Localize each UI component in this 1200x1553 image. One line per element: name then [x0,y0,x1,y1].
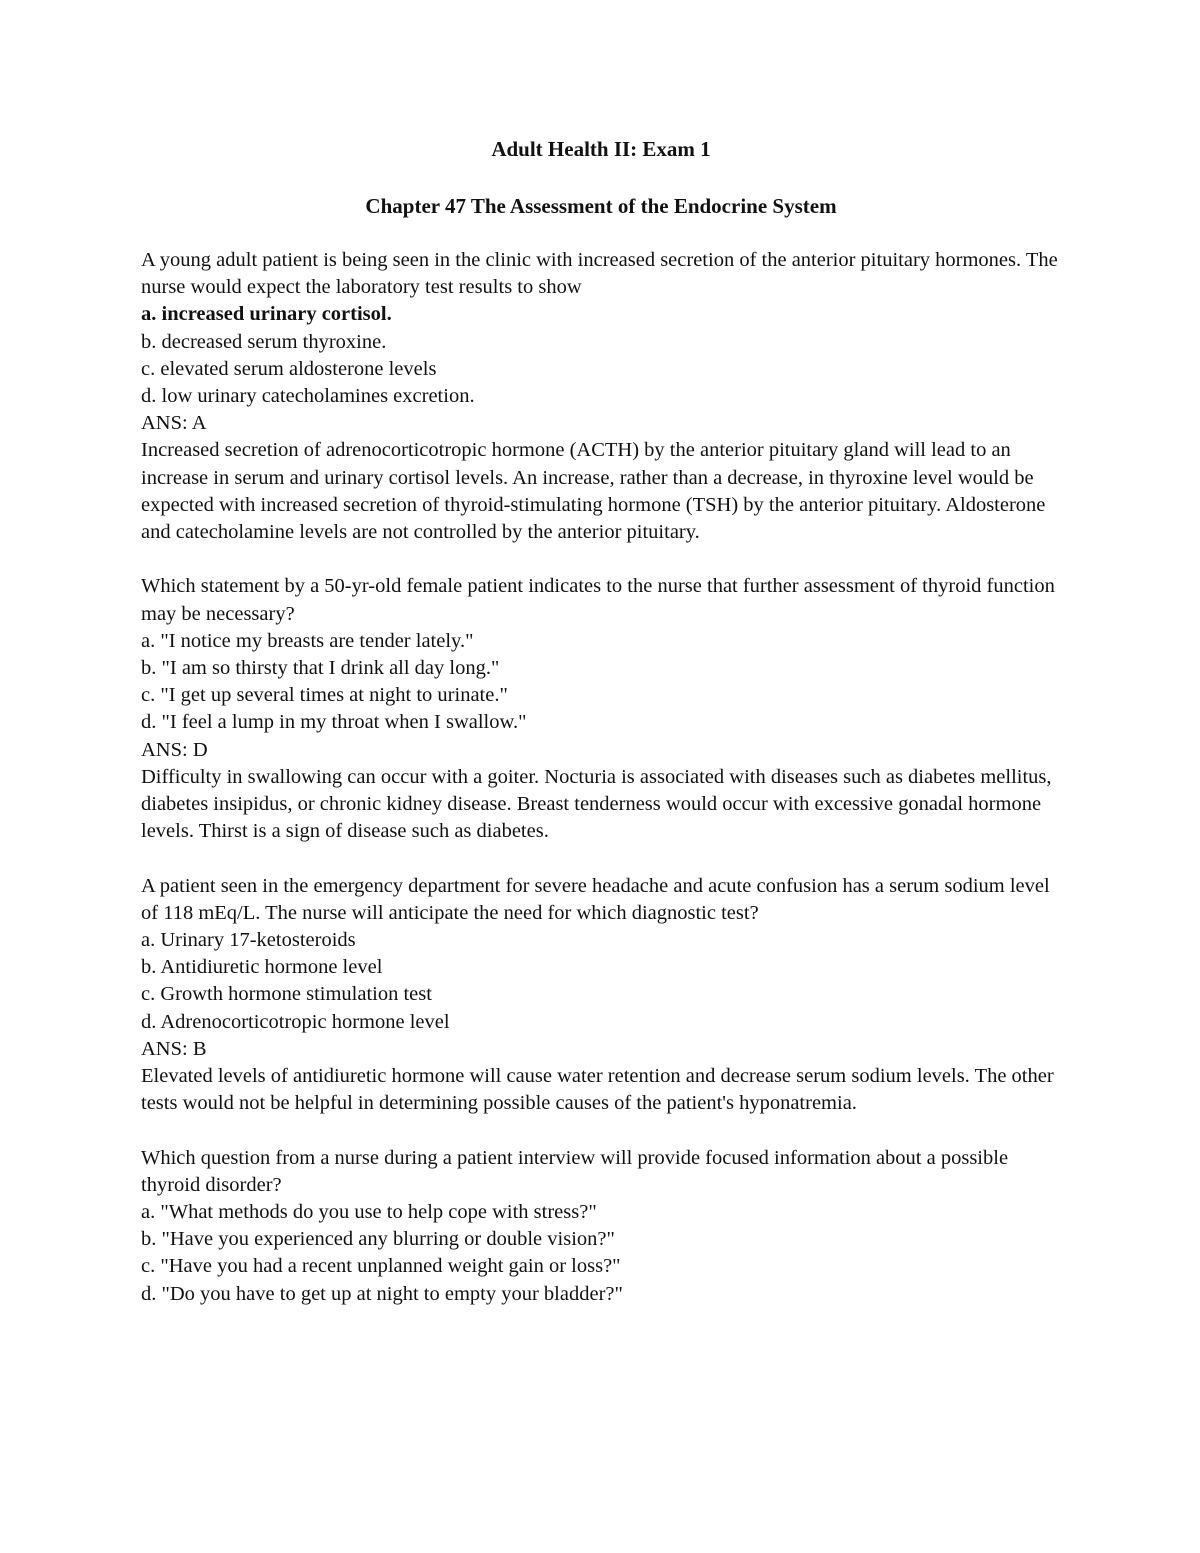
chapter-heading: Chapter 47 The Assessment of the Endocrine System [365,194,837,218]
answer-option-a: a. "I notice my breasts are tender lately." [141,629,474,652]
question-stem: A patient seen in the emergency department for severe headache and acute confusion has a serum sodium level of 118 mEq/L. The nurse will anticipate the need for which diagnostic test? [141,874,1050,924]
answer-key: ANS: D [141,738,208,761]
question-stem: Which statement by a 50-yr-old female patient indicates to the nurse that further assessment of thyroid function may be necessary? [141,575,1055,625]
question-2 [141,573,1061,845]
answer-option-d: d. "Do you have to get up at night to empty your bladder?" [141,1282,623,1305]
answer-option-c: c. "I get up several times at night to urinate." [141,684,508,707]
document-content [141,136,1061,1335]
answer-key: ANS: B [141,1037,207,1060]
question-4 [141,1145,1061,1308]
question-list [141,247,1061,1308]
answer-option-d: d. "I feel a lump in my throat when I swallow." [141,711,527,734]
answer-option-d: d. Adrenocorticotropic hormone level [141,1010,450,1033]
question-3 [141,873,1061,1118]
answer-option-b: b. Antidiuretic hormone level [141,956,383,979]
answer-option-a: a. increased urinary cortisol. [141,303,392,326]
answer-option-a: a. "What methods do you use to help cope with stress?" [141,1201,597,1224]
answer-key: ANS: A [141,412,207,435]
answer-option-c: c. elevated serum aldosterone levels [141,357,437,380]
question-stem: A young adult patient is being seen in the clinic with increased secretion of the anterior pituitary hormones. The nurse would expect the laboratory test results to show [141,249,1058,299]
document-title: Adult Health II: Exam 1 [491,137,711,161]
answer-option-b: b. decreased serum thyroxine. [141,330,387,353]
answer-rationale: Difficulty in swallowing can occur with a goiter. Nocturia is associated with diseases such as diabetes mellitus, diabetes insipidus, or chronic kidney disease. Breast tenderness would occur with excessive gonadal hormone levels. Thirst is a sign of disease such as diabetes. [141,765,1052,843]
question-stem: Which question from a nurse during a patient interview will provide focused information about a possible thyroid disorder? [141,1146,1009,1196]
answer-rationale: Increased secretion of adrenocorticotropic hormone (ACTH) by the anterior pituitary gland will lead to an increase in serum and urinary cortisol levels. An increase, rather than a decrease, in thyroxine level would be expected with increased secretion of thyroid-stimulating hormone (TSH) by the anterior pituitary. Aldosterone and catecholamine levels are not controlled by the anterior pituitary. [141,439,1046,544]
answer-option-b: b. "Have you experienced any blurring or double vision?" [141,1228,615,1251]
answer-option-d: d. low urinary catecholamines excretion. [141,385,475,408]
answer-rationale: Elevated levels of antidiuretic hormone will cause water retention and decrease serum sodium levels. The other tests would not be helpful in determining possible causes of the patient's hyponatremia. [141,1065,1054,1115]
answer-option-a: a. Urinary 17-ketosteroids [141,929,356,952]
answer-option-b: b. "I am so thirsty that I drink all day long." [141,657,500,680]
answer-option-c: c. Growth hormone stimulation test [141,983,432,1006]
question-1 [141,247,1061,546]
answer-option-c: c. "Have you had a recent unplanned weight gain or loss?" [141,1255,621,1278]
